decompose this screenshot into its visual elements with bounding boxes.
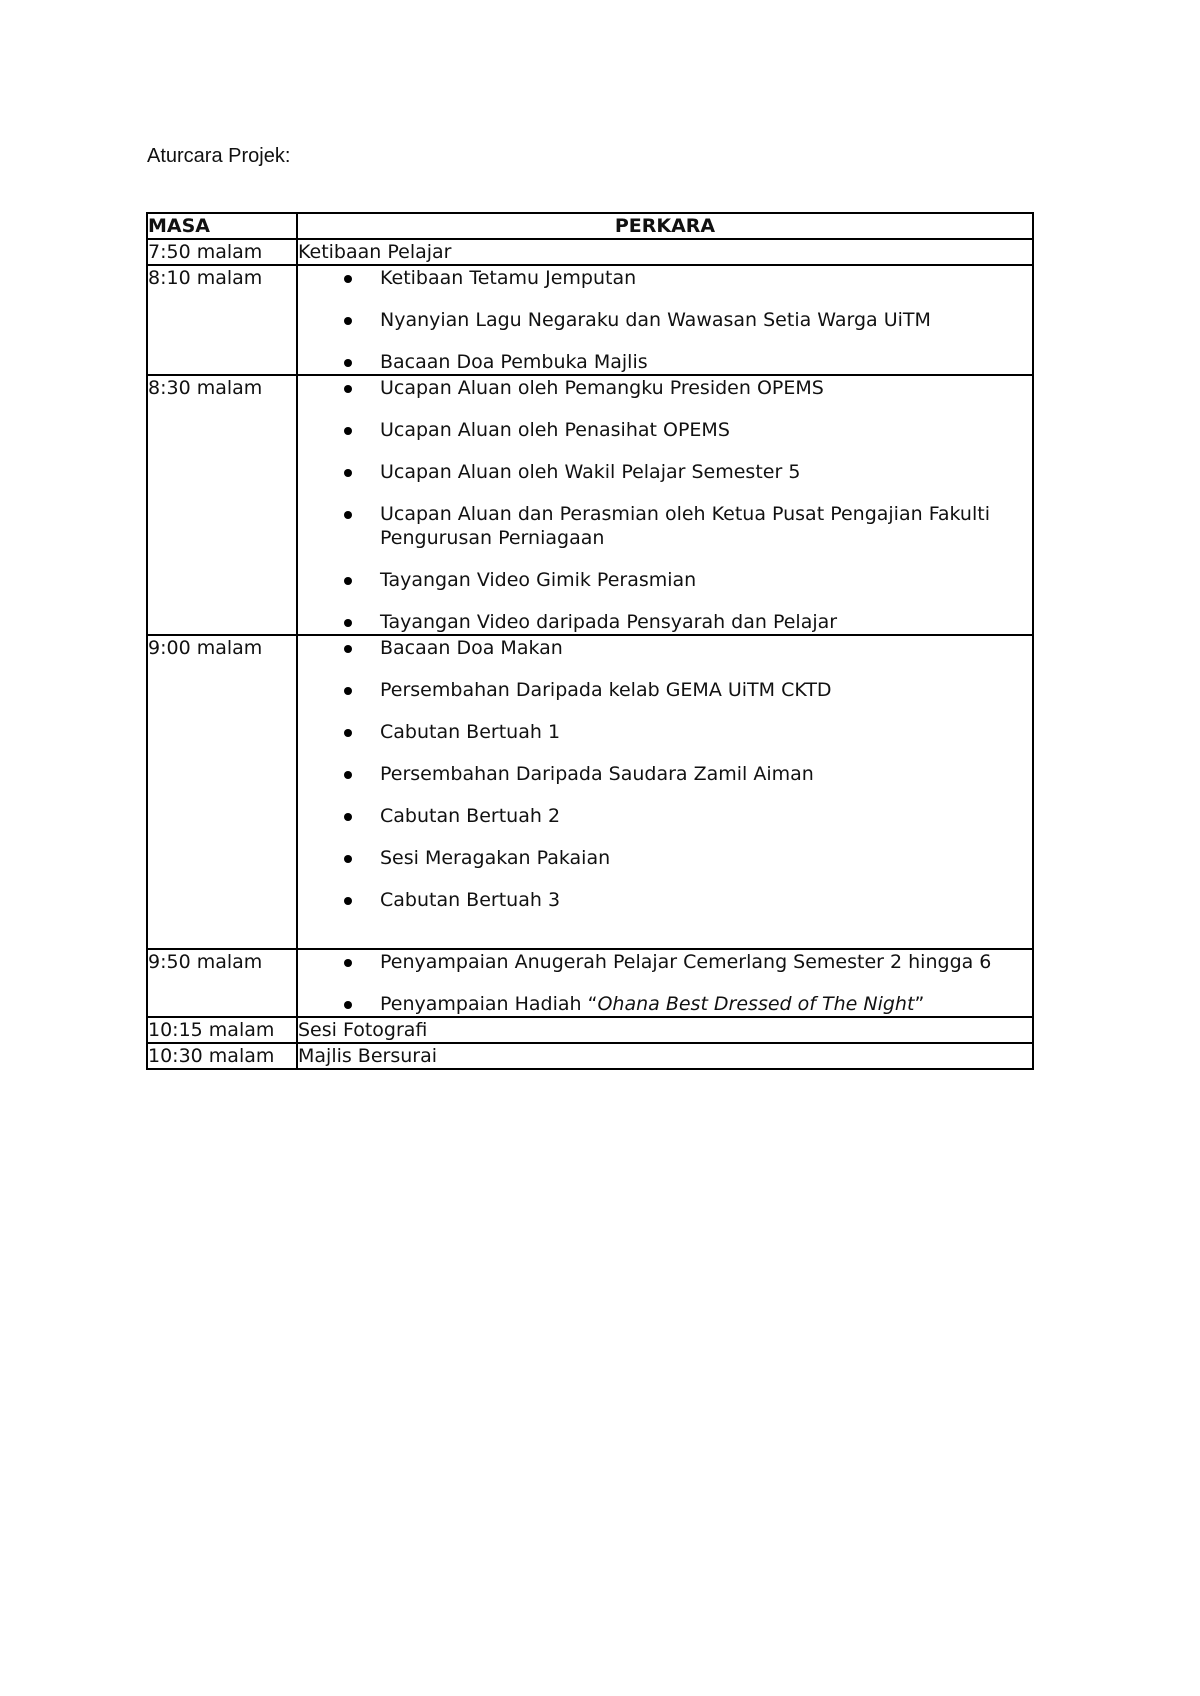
list-item-text: Bacaan Doa Pembuka Majlis [380,351,648,373]
row-item: Sesi Fotografi [297,1017,1033,1043]
list-item-text: Ketibaan Tetamu Jemputan [380,267,637,289]
row-items [297,949,1033,1017]
bullet-list [298,376,1032,634]
list-item-text: Ucapan Aluan oleh Penasihat OPEMS [380,419,730,441]
bullet-list [298,636,1032,912]
hadiah-prefix: Penyampaian Hadiah “ [380,993,598,1015]
row-time: 9:50 malam [147,949,297,1017]
list-item [298,266,1032,290]
list-item [298,308,1032,332]
row-time: 8:30 malam [147,375,297,635]
header-perkara: PERKARA [297,213,1033,239]
page-heading: Aturcara Projek: [147,145,291,167]
list-item [298,950,1032,974]
list-item-text: Sesi Meragakan Pakaian [380,847,611,869]
bullet-icon [344,427,352,435]
bullet-icon [344,469,352,477]
bullet-list [298,950,1032,1016]
bullet-icon [344,359,352,367]
list-item [298,804,1032,828]
header-masa: MASA [147,213,297,239]
hadiah-award-name: Ohana Best Dressed of The Night [597,993,915,1015]
table-row [147,635,1033,949]
table-row [147,375,1033,635]
bullet-icon [344,813,352,821]
bullet-icon [344,385,352,393]
list-item-text: Persembahan Daripada kelab GEMA UiTM CKTD [380,679,832,701]
bullet-icon [344,959,352,967]
table-row [147,1043,1033,1069]
bullet-list [298,266,1032,374]
table-row [147,265,1033,375]
bullet-icon [344,317,352,325]
bullet-icon [344,729,352,737]
list-item-text: Bacaan Doa Makan [380,637,563,659]
row-item: Majlis Bersurai [297,1043,1033,1069]
bullet-icon [344,275,352,283]
hadiah-suffix: ” [914,993,925,1015]
row-items [297,375,1033,635]
list-item-text: Cabutan Bertuah 3 [380,889,561,911]
list-item [298,376,1032,400]
list-item [298,568,1032,592]
row-item: Ketibaan Pelajar [297,239,1033,265]
list-item-text: Tayangan Video daripada Pensyarah dan Pelajar [380,611,838,633]
row-time: 9:00 malam [147,635,297,949]
row-time: 10:30 malam [147,1043,297,1069]
list-item [298,610,1032,634]
list-item [298,888,1032,912]
bullet-icon [344,619,352,627]
agenda-table [146,212,1034,1070]
list-item-text: Cabutan Bertuah 1 [380,721,561,743]
table-row [147,1017,1033,1043]
list-item [298,846,1032,870]
row-time: 10:15 malam [147,1017,297,1043]
bullet-icon [344,897,352,905]
list-item [298,350,1032,374]
list-item [298,418,1032,442]
list-item-text: Ucapan Aluan oleh Wakil Pelajar Semester 5 [380,461,801,483]
bullet-icon [344,855,352,863]
list-item [298,992,1032,1016]
list-item [298,678,1032,702]
row-time: 8:10 malam [147,265,297,375]
row-items [297,635,1033,949]
list-item-text: Cabutan Bertuah 2 [380,805,561,827]
table-row [147,949,1033,1017]
list-item [298,762,1032,786]
list-item [298,636,1032,660]
list-item [298,720,1032,744]
table-row [147,239,1033,265]
row-items [297,265,1033,375]
list-item [298,502,1032,550]
table-header-row [147,213,1033,239]
list-item-text: Ucapan Aluan oleh Pemangku Presiden OPEMS [380,377,824,399]
row-time: 7:50 malam [147,239,297,265]
list-item-text: Persembahan Daripada Saudara Zamil Aiman [380,763,814,785]
list-item-text: Penyampaian Anugerah Pelajar Cemerlang Semester 2 hingga 6 [380,951,992,973]
bullet-icon [344,577,352,585]
list-item-text: Tayangan Video Gimik Perasmian [380,569,697,591]
list-item [298,460,1032,484]
bullet-icon [344,771,352,779]
list-item-text: Ucapan Aluan dan Perasmian oleh Ketua Pusat Pengajian Fakulti Pengurusan Perniagaan [380,503,990,549]
bullet-icon [344,511,352,519]
bullet-icon [344,1001,352,1009]
bullet-icon [344,687,352,695]
bullet-icon [344,645,352,653]
list-item-text: Nyanyian Lagu Negaraku dan Wawasan Setia Warga UiTM [380,309,931,331]
